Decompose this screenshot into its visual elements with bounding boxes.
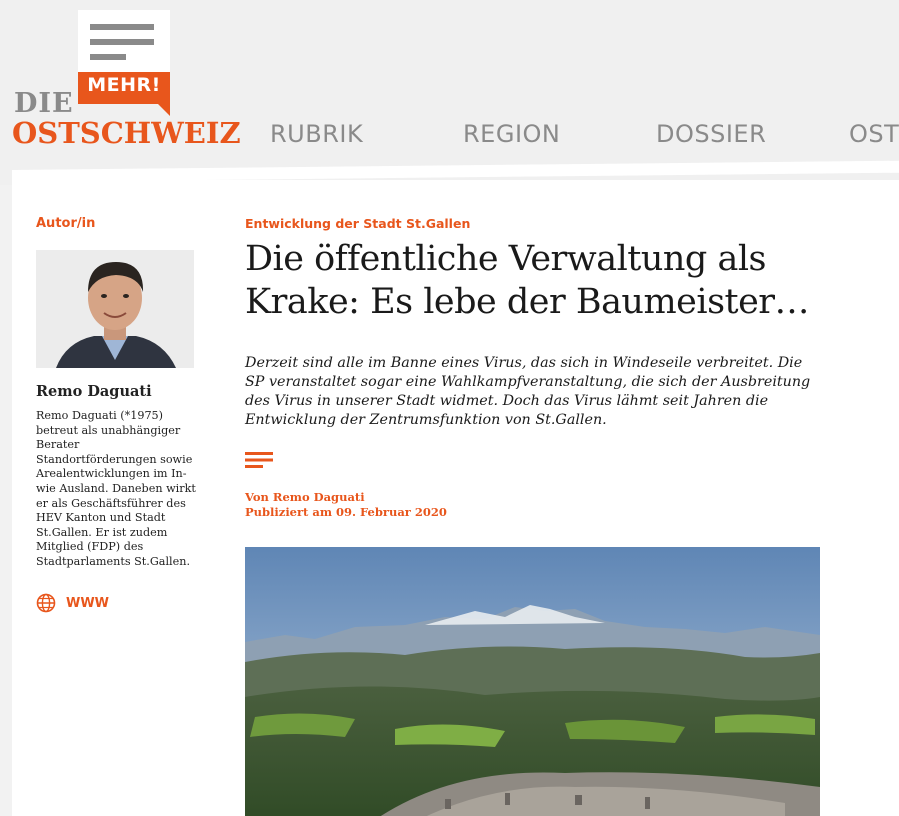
globe-icon [36, 593, 56, 613]
logo-speech-bubble [78, 10, 170, 115]
article-hero-image [245, 547, 820, 816]
logo-ostschweiz-text: OSTSCHWEIZ [12, 116, 241, 150]
author-name: Remo Daguati [36, 383, 152, 400]
author-photo [36, 250, 194, 368]
logo-line [90, 24, 154, 30]
nav-item-ost[interactable]: OST [849, 120, 899, 148]
logo-line [90, 39, 154, 45]
article-published-date: Publiziert am 09. Februar 2020 [245, 505, 447, 519]
landscape-photo [245, 547, 820, 816]
logo-mehr-text: MEHR! [87, 74, 161, 96]
author-website-link[interactable] [36, 593, 109, 613]
article-kicker[interactable]: Entwicklung der Stadt St.Gallen [245, 216, 471, 231]
main-nav [0, 120, 899, 150]
nav-item-region[interactable]: REGION [463, 120, 561, 148]
article-meta [245, 490, 447, 520]
www-label: WWW [66, 595, 110, 611]
article-lead: Derzeit sind alle im Banne eines Virus, das sich in Windeseile verbreitet. Die SP veranstaltet sogar eine Wahlkampfveranstaltung, die sich der Ausbreitung des Virus in unserer Stadt widmet. Doch das Virus lähmt seit Jahren die Entwicklung der Zentrumsfunktion von St.Gallen. [245, 355, 811, 428]
logo-die-text: DIE [14, 88, 74, 119]
menu-lines-icon[interactable] [245, 450, 275, 470]
nav-item-rubrik[interactable]: RUBRIK [270, 120, 364, 148]
author-avatar [36, 250, 194, 368]
article-headline: Die öffentliche Verwaltung als Krake: Es lebe der Baumeister… [245, 239, 810, 322]
author-bio: Remo Daguati (*1975) betreut als unabhängiger Berater Standortförderungen sowie Arealentwicklungen im In- wie Ausland. Daneben wirkt er als Geschäftsführer des HEV Kanton und Stadt St.Gallen. Er ist zudem Mitglied (FDP) des Stadtparlaments St.Gallen. [36, 409, 196, 568]
logo-bubble-tail [158, 104, 170, 116]
nav-item-dossier[interactable]: DOSSIER [656, 120, 767, 148]
author-section-label: Autor/in [36, 216, 96, 231]
logo-line [90, 54, 126, 60]
site-header [0, 0, 899, 185]
article-byline: Von Remo Daguati [245, 490, 365, 504]
